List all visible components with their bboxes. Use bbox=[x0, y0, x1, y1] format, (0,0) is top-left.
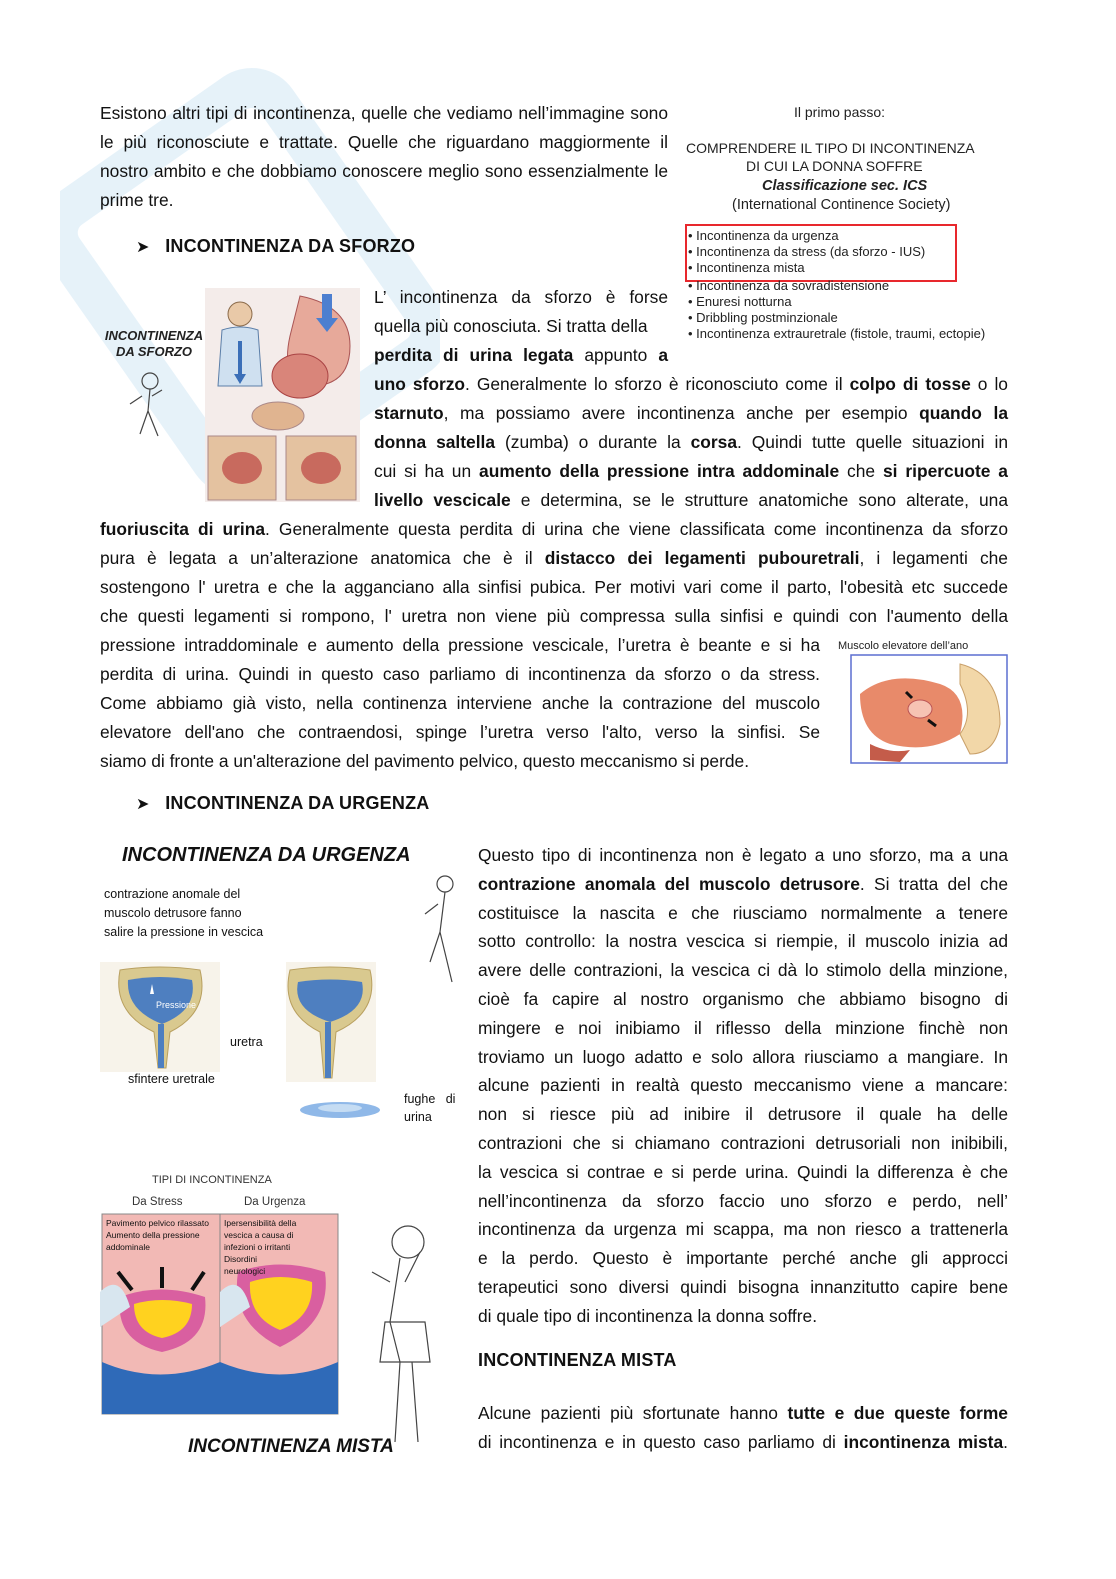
urge-para-line: non si riesce più ad inibire il detrusore il quale ha delle bbox=[478, 1104, 1008, 1125]
ics-heading: COMPRENDERE IL TIPO DI INCONTINENZA bbox=[686, 140, 975, 156]
urge-para-line: incontinenza da urgenza mi scappa, ma non riesco a trattenerla bbox=[478, 1219, 1008, 1240]
sforzo-para-line: cui si ha un aumento della pressione intra addominale che si ripercuote a bbox=[374, 461, 1008, 481]
section-title-urgenza: ➤ INCONTINENZA DA URGENZA bbox=[136, 793, 430, 813]
figure-label: INCONTINENZA DA SFORZO bbox=[104, 328, 204, 359]
ics-other-item: • Incontinenza extrauretrale (fistole, traumi, ectopie) bbox=[688, 326, 986, 341]
urge-para-line: mingere e noi inibiamo il riflesso della minzione finchè non bbox=[478, 1017, 1008, 1038]
section-title-mista: INCONTINENZA MISTA bbox=[478, 1350, 677, 1370]
ics-heading-2: DI CUI LA DONNA SOFFRE bbox=[746, 158, 923, 174]
sforzo-para-line: pressione intraddominale e aumento della pressione vescicale, l’uretra è beante e si ha bbox=[100, 635, 820, 655]
urge-para-line: contrazioni che si chiamano contrazioni detrusoriali non inibibili, bbox=[478, 1133, 1008, 1153]
ics-highlighted-item: • Incontinenza da stress (da sforzo - IUS) bbox=[688, 244, 926, 259]
mixed-caption: INCONTINENZA MISTA bbox=[188, 1436, 394, 1457]
bullet-arrow-icon: ➤ bbox=[136, 239, 150, 256]
sforzo-para-line: pura è legata a un’alterazione anatomica che è il distacco dei legamenti pubouretrali, i legamenti che bbox=[100, 548, 1008, 568]
types-title: TIPI DI INCONTINENZA bbox=[152, 1174, 272, 1186]
types-col-stress: Da Stress bbox=[132, 1196, 183, 1208]
urge-cause: infezioni o irritanti bbox=[224, 1242, 291, 1252]
urge-para-line: sotto controllo: la nostra vescica si riempie, il muscolo inizia ad bbox=[478, 931, 1008, 952]
levator-ani-label: Muscolo elevatore dell’ano bbox=[838, 640, 969, 652]
ics-step: Il primo passo: bbox=[794, 104, 886, 120]
section-title-sforzo: ➤ INCONTINENZA DA SFORZO bbox=[136, 236, 416, 256]
ics-other-item: • Enuresi notturna bbox=[688, 294, 792, 309]
stress-cause: Pavimento pelvico rilassato bbox=[106, 1218, 209, 1228]
urge-para-line: di quale tipo di incontinenza la donna soffre. bbox=[478, 1305, 818, 1326]
urge-para-line: terapeutici sono diversi quindi bisogna innanzitutto capire bene bbox=[478, 1277, 1008, 1297]
urge-para-line: alcune pazienti in realtà questo meccanismo viene a mancare: bbox=[478, 1075, 1008, 1096]
urge-para-line: cioè fa capire al nostro organismo che abbiamo bisogno di bbox=[478, 989, 1008, 1009]
urge-incontinence-figure bbox=[100, 842, 462, 1132]
urge-para-line: costituisce la nascita e che riusciamo normalmente a tenere bbox=[478, 902, 1008, 923]
ics-other-item: • Incontinenza da sovradistensione bbox=[688, 278, 890, 293]
leak-label: fughe di bbox=[404, 1092, 456, 1106]
sforzo-para-line: livello vescicale e determina, se le strutture anatomiche sono alterate, una bbox=[374, 490, 1009, 510]
sforzo-para-line: uno sforzo. Generalmente lo sforzo è riconosciuto come il colpo di tosse o lo bbox=[374, 374, 1008, 394]
sforzo-para-line: sostengono l' uretra e che la agganciano alla sinfisi pubica. Per motivi vari come il parto, l'obesità etc succede bbox=[100, 577, 1008, 597]
urge-para-line: contrazione anomala del muscolo detrusore. Si tratta del che bbox=[478, 873, 1008, 894]
bullet-arrow-icon: ➤ bbox=[136, 796, 150, 813]
stress-incontinence-figure bbox=[100, 286, 360, 506]
urge-cause: Disordini bbox=[224, 1254, 258, 1264]
sforzo-para-line: donna saltella (zumba) o durante la corsa. Quindi tutte quelle situazioni in bbox=[374, 432, 1008, 452]
ics-society: (International Continence Society) bbox=[732, 197, 951, 213]
types-col-urge: Da Urgenza bbox=[244, 1196, 306, 1208]
urge-para-line: Questo tipo di incontinenza non è legato a uno sforzo, ma a una bbox=[478, 845, 1008, 865]
stress-cause: Aumento della pressione bbox=[106, 1230, 200, 1240]
urge-fig-title: INCONTINENZA DA URGENZA bbox=[122, 844, 411, 866]
stress-cause: addominale bbox=[106, 1242, 150, 1252]
sforzo-para-line: fuoriuscita di urina. Generalmente questa perdita di urina che viene classificata come incontinenza da sforzo bbox=[100, 519, 1008, 539]
mista-para-line: Alcune pazienti più sfortunate hanno tutte e due queste forme bbox=[478, 1403, 1008, 1423]
sphincter-label: sfintere uretrale bbox=[128, 1072, 215, 1086]
urethra-label: uretra bbox=[230, 1035, 263, 1049]
sforzo-para-line: perdita di urina. Quindi in questo caso parliamo di incontinenza da sforzo o da stress. bbox=[100, 664, 820, 684]
incontinence-types-figure bbox=[100, 1172, 462, 1472]
ics-classification: Classificazione sec. ICS bbox=[762, 178, 928, 194]
levator-ani-figure bbox=[836, 640, 1008, 766]
sforzo-para-line: L’ incontinenza da sforzo è forse quella più conosciuta. Si tratta della bbox=[374, 287, 668, 336]
sforzo-para-line: che questi legamenti si rompono, l' uretra non viene più compressa sulla sinfisi e quindi con l'aumento della bbox=[100, 606, 1008, 626]
urge-fig-desc: muscolo detrusore fanno bbox=[104, 906, 242, 920]
sforzo-para-line: elevatore dell'ano che contraendosi, spinge l’uretra verso l'alto, verso la sinfisi. Se bbox=[100, 722, 820, 742]
sforzo-para-line: siamo di fronte a un'alterazione del pavimento pelvico, questo meccanismo si perde. bbox=[100, 751, 750, 771]
urge-para-line: e la perdo. Questo è importante perché anche gli approcci bbox=[478, 1248, 1008, 1269]
urge-para-line: avere delle contrazioni, la vescica ci dà lo stimolo della minzione, bbox=[478, 960, 1008, 981]
intro-paragraph: Esistono altri tipi di incontinenza, quelle che vediamo nell’immagine sono le più riconosciute e trattate. Quelle che riguardano maggiormente il nostro ambito e che dobbiamo conoscere meglio sono essenzialmente le prime tre. bbox=[100, 103, 668, 210]
mista-para-line: di incontinenza e in questo caso parliamo di incontinenza mista. bbox=[478, 1432, 1008, 1452]
urge-cause: vescica a causa di bbox=[224, 1230, 294, 1240]
ics-highlighted-item: • Incontinenza da urgenza bbox=[688, 228, 839, 243]
urge-para-line: nell’incontinenza da sforzo faccio uno sforzo e perdo, nell’ bbox=[478, 1190, 1008, 1211]
bladder-illustration bbox=[100, 842, 462, 1132]
urge-cause: Ipersensibilità della bbox=[224, 1218, 297, 1228]
ics-classification-figure bbox=[684, 100, 1014, 350]
sforzo-para-line: Come abbiamo già visto, nella continenza interviene anche la contrazione del muscolo bbox=[100, 693, 820, 713]
urge-para-line: la vescica si contrae e si perde urina. Quindi la differenza è che bbox=[478, 1161, 1008, 1182]
leak-label: urina bbox=[404, 1110, 432, 1124]
urge-para-line: troviamo un luogo adatto e solo allora riusciamo a mangiare. In bbox=[478, 1046, 1008, 1067]
sforzo-para-line: starnuto, ma possiamo avere incontinenza anche per esempio quando la bbox=[374, 403, 1008, 423]
ics-highlighted-item: • Incontinenza mista bbox=[688, 260, 805, 275]
urge-cause: neurologici bbox=[224, 1266, 266, 1276]
stress-anatomy-illustration bbox=[100, 286, 360, 506]
urge-fig-desc: salire la pressione in vescica bbox=[104, 925, 264, 939]
urge-fig-desc: contrazione anomale del bbox=[104, 887, 241, 901]
levator-ani-illustration bbox=[850, 654, 1008, 764]
pressure-label: Pressione bbox=[156, 1000, 197, 1010]
sforzo-para-line: perdita di urina legata appunto a bbox=[374, 345, 668, 365]
ics-other-item: • Dribbling postminzionale bbox=[688, 310, 838, 325]
